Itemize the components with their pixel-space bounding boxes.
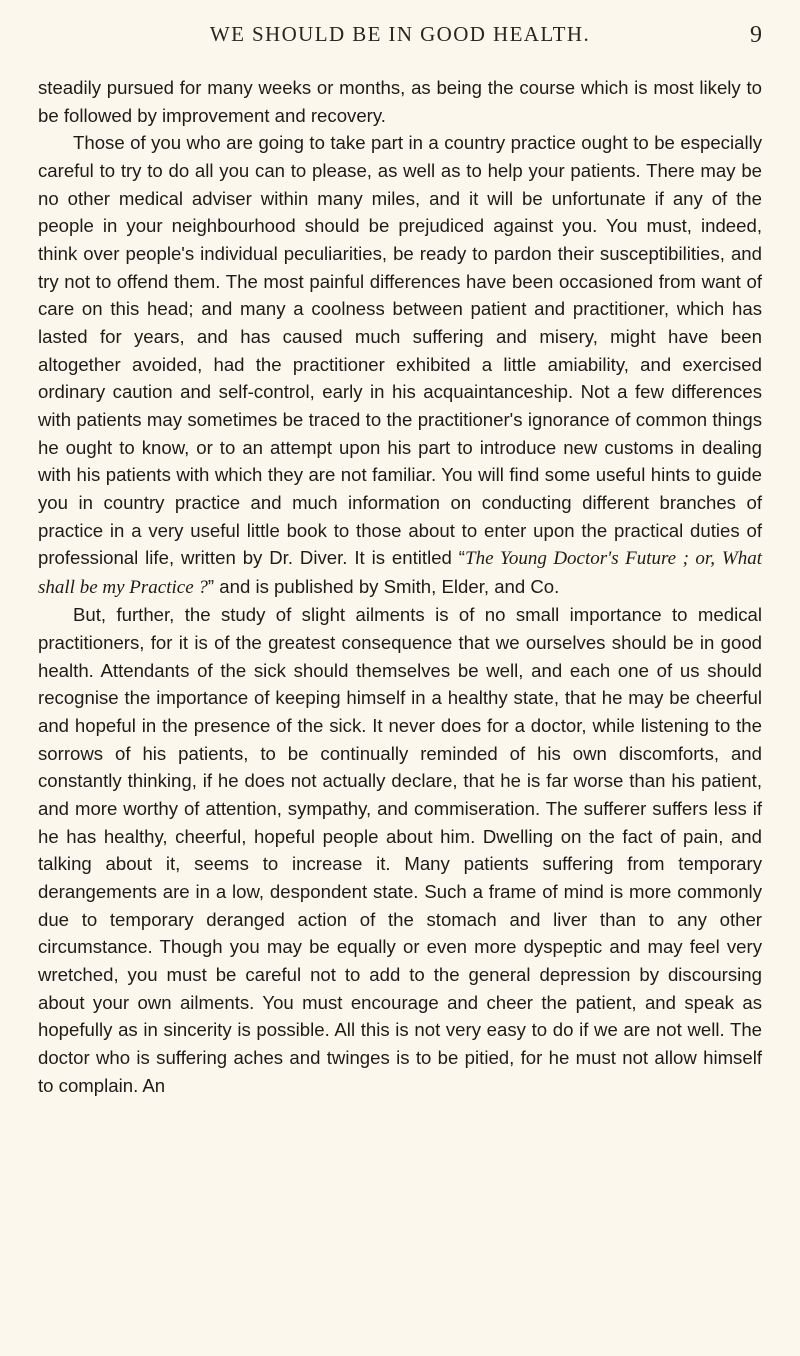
page-number: 9 (750, 22, 762, 48)
book-title: The Young Doctor's Future ; or, (465, 548, 715, 570)
book-subtitle: What shall be my Practice ? (38, 548, 762, 598)
paragraph-country-practice-ending: ” and is published by Smith, Elder, and Co. (207, 575, 560, 597)
paragraph-country-practice (38, 129, 762, 601)
page-header (38, 22, 762, 74)
paragraph-country-practice-text: Those of you who are going to take part in a country practice ought to be especially careful to try to do all you can to please, as well as to help your patients. There may be no other medical adviser within many miles, and it will be unfortunate if any of the people in your neighbourhood should be prejudiced against you. You must, indeed, think over people's individual peculiarities, be ready to pardon their susceptibilities, and try not to offend them. The most painful differences have been occasioned from want of care on this head; and many a coolness between patient and practitioner, which has lasted for years, and has caused much suffering and misery, might have been altogether avoided, had the practitioner exhibited a little amiability, and exercised ordinary caution and self-control, early in his acquaintanceship. Not a few differences with patients may sometimes be traced to the practitioner's ignorance of common things he ought to know, or to an attempt upon his part to introduce new customs in dealing with his patients with which they are not familiar. You will find some useful hints to guide you in country practice and much information on conducting different branches of practice in a very useful little book to those about to enter upon the practical duties of professional life, written by Dr. Diver. It is entitled “ (38, 132, 762, 569)
paragraph-continuation: steadily pursued for many weeks or months, as being the course which is most likely to be followed by improvement and recovery. (38, 77, 762, 126)
paragraph-good-health: But, further, the study of slight ailments is of no small importance to medical practitioners, for it is of the greatest consequence that we ourselves should be in good health. Attendants of the sick should themselves be well, and each one of us should recognise the importance of keeping himself in a healthy state, that he may be cheerful and hopeful in the presence of the sick. It never does for a doctor, while listening to the sorrows of his patients, to be continually reminded of his own discomforts, and constantly thinking, if he does not actually declare, that he is far worse than his patient, and more worthy of attention, sympathy, and commiseration. The sufferer suffers less if he has healthy, cheerful, hopeful people about him. Dwelling on the fact of pain, and talking about it, seems to increase it. Many patients suffering from temporary derangements are in a low, despondent state. Such a frame of mind is more commonly due to temporary deranged action of the stomach and liver than to any other circumstance. Though you may be equally or even more dyspeptic and may feel very wretched, you must be careful not to add to the general depression by discoursing about your own ailments. You must encourage and cheer the patient, and speak as hopefully as in sincerity is possible. All this is not very easy to do if we are not well. The doctor who is suffering aches and twinges is to be pitied, for he must not allow himself to complain. An (38, 604, 762, 1096)
body-text (38, 74, 762, 1099)
running-head: WE SHOULD BE IN GOOD HEALTH. (209, 22, 591, 46)
